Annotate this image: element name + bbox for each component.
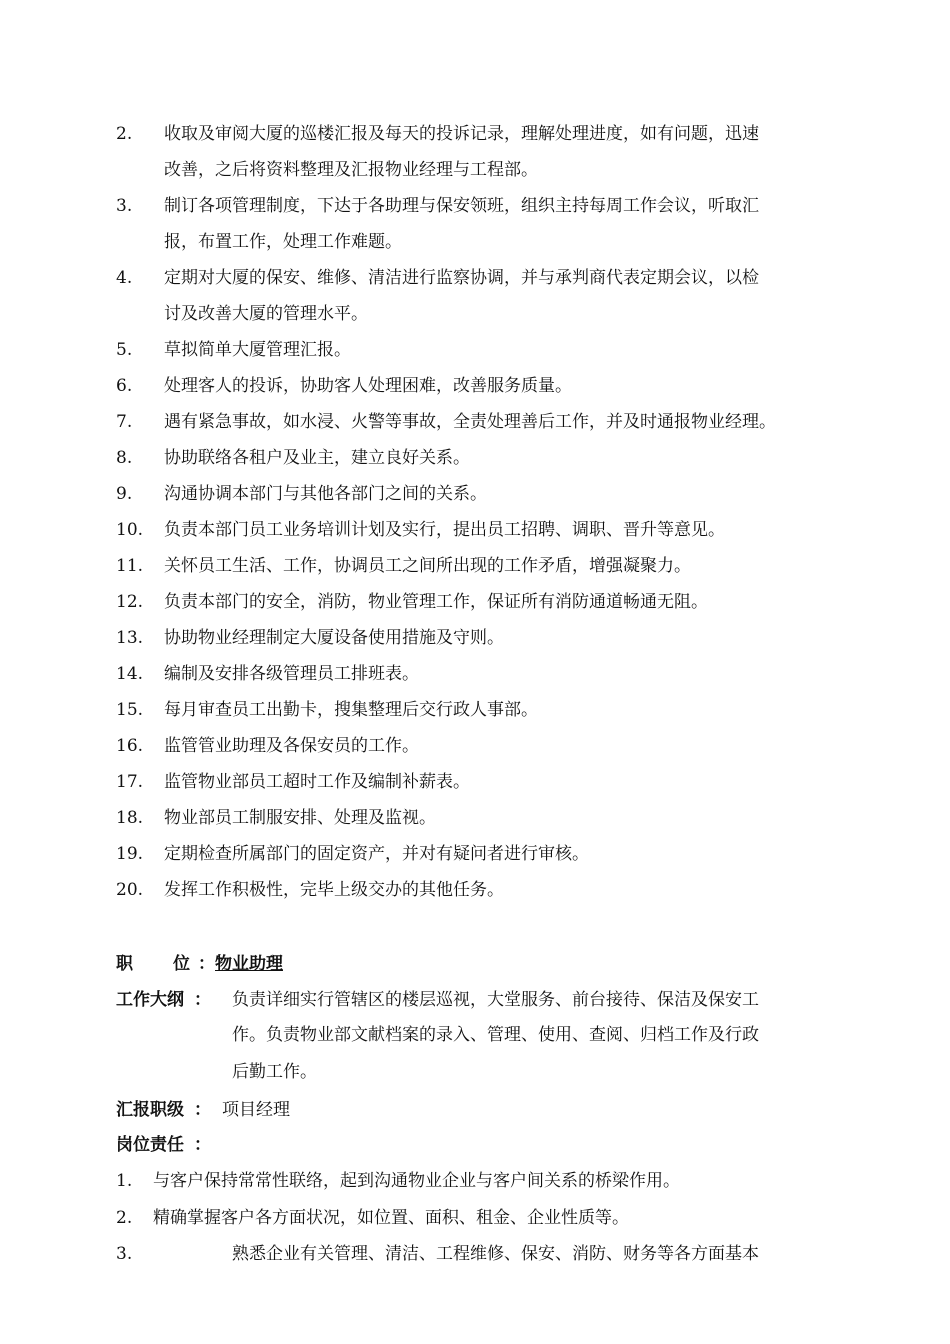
list-item-text: 协助物业经理制定大厦设备使用措施及守则。 <box>164 628 504 648</box>
list2-item: 与客户保持常常性联络，起到沟通物业企业与客户间关系的桥梁作用。 <box>153 1171 680 1191</box>
list-item-text: 编制及安排各级管理员工排班表。 <box>164 664 419 684</box>
list-item-number: 10. <box>116 520 144 540</box>
list-item-text: 沟通协调本部门与其他各部门之间的关系。 <box>164 484 487 504</box>
list-item-number: 6. <box>116 376 133 396</box>
outline-line-3: 后勤工作。 <box>232 1062 317 1082</box>
list-item-text: 制订各项管理制度，下达于各助理与保安领班，组织主持每周工作会议，听取汇 <box>164 196 759 216</box>
list-item-number: 18. <box>116 808 144 828</box>
position-colon: ： <box>198 954 215 974</box>
list-item-text: 负责本部门员工业务培训计划及实行，提出员工招聘、调职、晋升等意见。 <box>164 520 725 540</box>
list-item-number: 3. <box>116 196 133 216</box>
report-label: 汇报职级 ： <box>116 1100 211 1120</box>
list2-num: 3. <box>116 1244 133 1264</box>
list-item-text: 负责本部门的安全，消防，物业管理工作，保证所有消防通道畅通无阻。 <box>164 592 708 612</box>
list-item-number: 7. <box>116 412 133 432</box>
list-item-text: 处理客人的投诉，协助客人处理困难，改善服务质量。 <box>164 376 572 396</box>
report-value: 项目经理 <box>222 1100 290 1120</box>
list-item-text: 发挥工作积极性，完毕上级交办的其他任务。 <box>164 880 504 900</box>
list-item-text: 监管物业部员工超时工作及编制补薪表。 <box>164 772 470 792</box>
list-item-text: 收取及审阅大厦的巡楼汇报及每天的投诉记录，理解处理进度，如有问题，迅速 <box>164 124 759 144</box>
outline-label: 工作大纲 ： <box>116 990 211 1010</box>
list-item-text: 定期检查所属部门的固定资产，并对有疑问者进行审核。 <box>164 844 589 864</box>
list2-item: 精确掌握客户各方面状况，如位置、面积、租金、企业性质等。 <box>153 1208 629 1228</box>
position-label-b: 位 <box>173 954 190 974</box>
list-item-number: 17. <box>116 772 144 792</box>
list-item-text: 每月审查员工出勤卡，搜集整理后交行政人事部。 <box>164 700 538 720</box>
list2-num: 1. <box>116 1171 133 1191</box>
list2-item: 熟悉企业有关管理、清洁、工程维修、保安、消防、财务等各方面基本 <box>232 1244 759 1264</box>
list-item-number: 12. <box>116 592 144 612</box>
list-item-number: 14. <box>116 664 144 684</box>
list-item-number: 2. <box>116 124 133 144</box>
list-item-text: 监管管业助理及各保安员的工作。 <box>164 736 419 756</box>
list-item-text: 草拟简单大厦管理汇报。 <box>164 340 351 360</box>
position-row <box>116 953 283 975</box>
list-item-continuation: 报，布置工作，处理工作难题。 <box>164 232 402 252</box>
list2-num: 2. <box>116 1208 133 1228</box>
outline-line-1: 负责详细实行管辖区的楼层巡视，大堂服务、前台接待、保洁及保安工 <box>232 990 759 1010</box>
list-item-number: 19. <box>116 844 144 864</box>
list-item-number: 16. <box>116 736 144 756</box>
outline-line-2: 作。负责物业部文献档案的录入、管理、使用、查阅、归档工作及行政 <box>232 1025 759 1045</box>
list-item-number: 13. <box>116 628 144 648</box>
position-label-a: 职 <box>116 954 133 974</box>
list-item-text: 遇有紧急事故，如水浸、火警等事故，全责处理善后工作，并及时通报物业经理。 <box>164 412 776 432</box>
list-item-number: 4. <box>116 268 133 288</box>
list-item-text: 物业部员工制服安排、处理及监视。 <box>164 808 436 828</box>
list-item-number: 15. <box>116 700 144 720</box>
list-item-text: 定期对大厦的保安、维修、清洁进行监察协调，并与承判商代表定期会议，以检 <box>164 268 759 288</box>
duty-label: 岗位责任 ： <box>116 1135 211 1155</box>
list-item-number: 20. <box>116 880 144 900</box>
list-item-number: 11. <box>116 556 144 576</box>
list-item-continuation: 改善，之后将资料整理及汇报物业经理与工程部。 <box>164 160 538 180</box>
list-item-number: 5. <box>116 340 133 360</box>
list-item-continuation: 讨及改善大厦的管理水平。 <box>164 304 368 324</box>
list-item-number: 9. <box>116 484 133 504</box>
list-item-text: 关怀员工生活、工作，协调员工之间所出现的工作矛盾，增强凝聚力。 <box>164 556 691 576</box>
list-item-number: 8. <box>116 448 133 468</box>
position-value: 物业助理 <box>215 954 283 974</box>
list-item-text: 协助联络各租户及业主，建立良好关系。 <box>164 448 470 468</box>
